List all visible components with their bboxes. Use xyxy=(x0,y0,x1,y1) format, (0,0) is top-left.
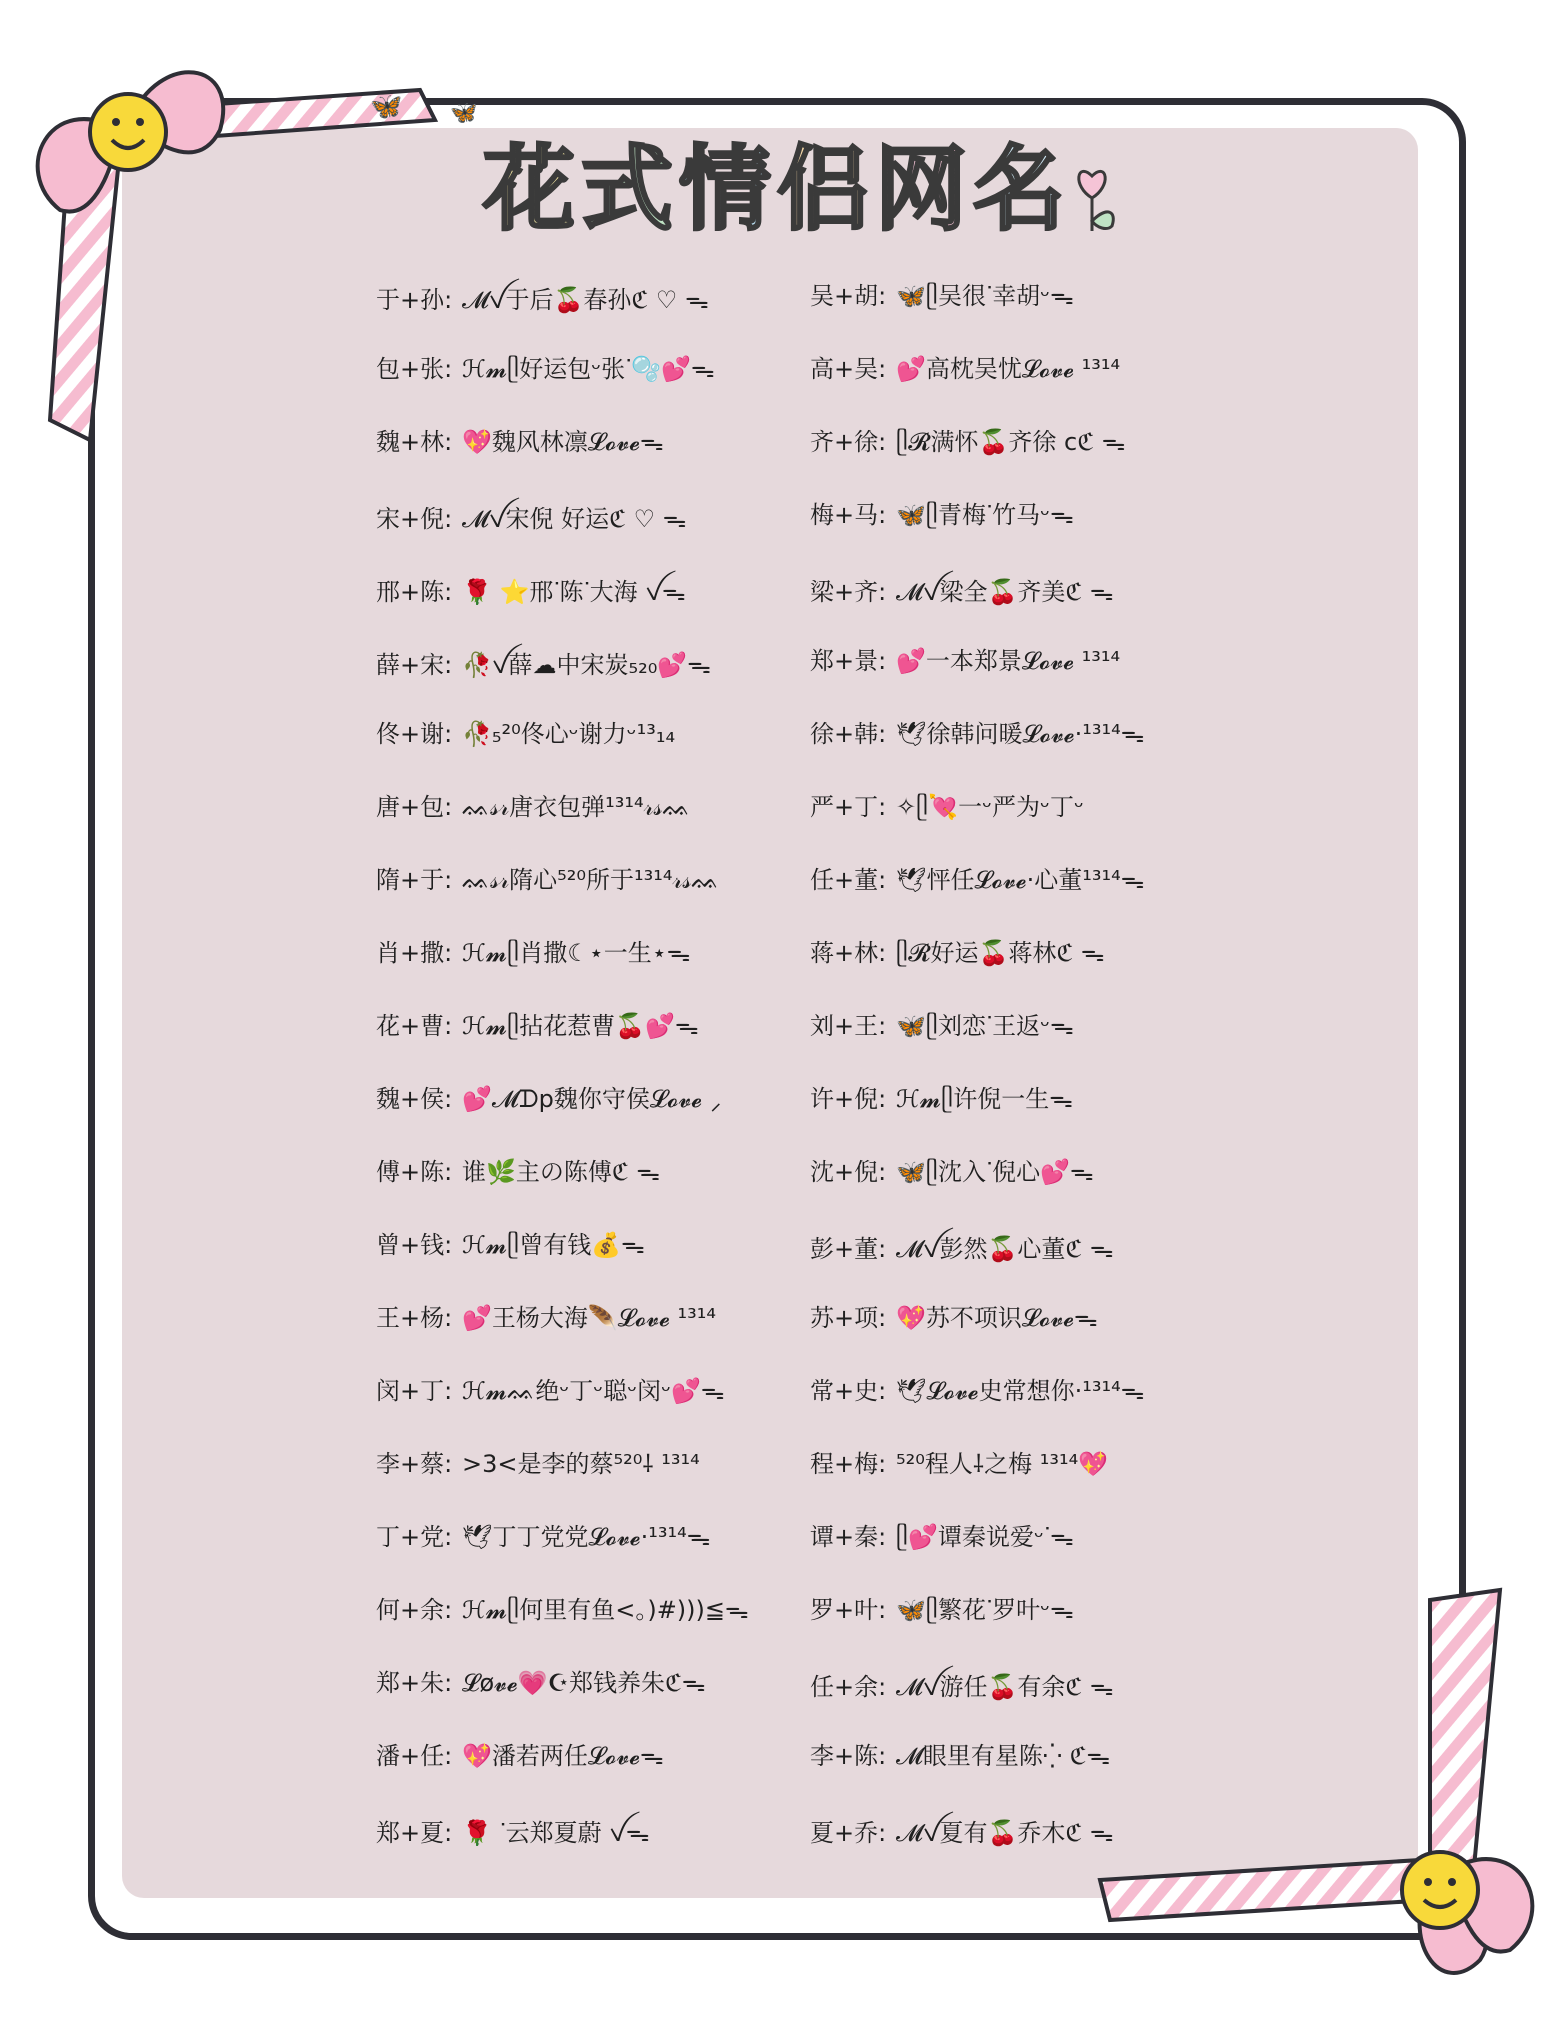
surname-pair-label: 魏+林: xyxy=(376,428,453,456)
surname-pair-label: 佟+谢: xyxy=(376,720,453,748)
surname-pair-label: 于+孙: xyxy=(376,286,453,314)
couple-nickname: 𝓜ꪜ宋倪 好运ℭ ♡ ᯓ xyxy=(462,505,687,533)
name-pair-row xyxy=(376,1371,725,1411)
couple-nickname: 𝓜眼里有星陈⁛ ℭᯓ xyxy=(896,1742,1111,1770)
smiley-icon xyxy=(1402,1852,1478,1928)
name-pair-row xyxy=(810,714,1144,754)
couple-nickname: 谁🌿主の陈傅ℭ ᯓ xyxy=(462,1158,661,1186)
name-pair-row xyxy=(810,1298,1098,1338)
couple-nickname: 𝓛ø𝓿𝓮💗☪郑钱养朱ℭᯓ xyxy=(462,1669,706,1697)
surname-pair-label: 包+张: xyxy=(376,355,453,383)
couple-nickname: 💕王杨大海🪶𝓛𝓸𝓿𝓮 ¹³¹⁴ xyxy=(462,1304,717,1332)
name-pair-row xyxy=(376,1517,710,1557)
surname-pair-label: 齐+徐: xyxy=(810,428,887,456)
surname-pair-label: 任+董: xyxy=(810,866,887,894)
surname-pair-label: 郑+景: xyxy=(810,647,887,675)
couple-nickname: 𝓜ꪜ梁全🍒齐美ℭ ᯓ xyxy=(896,578,1114,606)
svg-text:🦋: 🦋 xyxy=(450,101,478,126)
couple-nickname: ℋ𝓶ᨐ绝ᵕ丁ᵕ聪ᵕ闵ᵕ💕ᯓ xyxy=(462,1377,725,1405)
name-pair-row xyxy=(376,1006,699,1046)
couple-nickname: 🌹 ᐝ云郑夏蔚 ꪜᯓ xyxy=(462,1819,650,1847)
name-pair-row xyxy=(376,1298,716,1338)
couple-nickname: 💖潘若两任𝓛𝓸𝓿𝓮ᯓ xyxy=(462,1742,664,1770)
surname-pair-label: 潘+任: xyxy=(376,1742,453,1770)
surname-pair-label: 隋+于: xyxy=(376,866,453,894)
surname-pair-label: 唐+包: xyxy=(376,793,453,821)
name-pair-row xyxy=(810,1590,1074,1630)
svg-text:🦋: 🦋 xyxy=(370,92,403,122)
couple-nickname: ℋ𝓶ᥫ许倪一生ᯓ xyxy=(896,1085,1073,1113)
name-pair-row xyxy=(810,1736,1110,1776)
couple-nickname: 🦋ᥫ繁花ᐝ罗叶ᵕᯓ xyxy=(896,1596,1074,1624)
name-pair-row xyxy=(810,1225,1114,1265)
surname-pair-label: 李+蔡: xyxy=(376,1450,453,1478)
surname-pair-label: 吴+胡: xyxy=(810,282,887,310)
surname-pair-label: 闵+丁: xyxy=(376,1377,453,1405)
page-title: 花式情侣网名 xyxy=(482,136,1072,243)
name-pair-row xyxy=(376,641,711,681)
name-pair-row xyxy=(810,787,1084,827)
name-pair-row xyxy=(376,276,709,316)
surname-pair-label: 肖+撒: xyxy=(376,939,453,967)
couple-nickname: 𝓜ꪜ夏有🍒乔木ℭ ᯓ xyxy=(896,1819,1114,1847)
surname-pair-label: 何+余: xyxy=(376,1596,453,1624)
name-pair-row xyxy=(376,568,686,608)
couple-nickname: 🕊怦任𝓛𝓸𝓿𝓮·心董¹³¹⁴ᯓ xyxy=(896,866,1145,894)
couple-nickname: 💖魏风林凛𝓛𝓸𝓿𝓮ᯓ xyxy=(462,428,664,456)
name-pair-row xyxy=(376,1736,664,1776)
name-pair-row xyxy=(376,787,691,827)
couple-nickname: ᥫ💕谭秦说爱ᵕᐝᯓ xyxy=(896,1523,1074,1551)
couple-nickname: 🦋ᥫ刘恋ᐝ王返ᵕᯓ xyxy=(896,1012,1074,1040)
couple-nickname: ᨐ𝓈𝓇唐衣包弹¹³¹⁴𝓇𝓈ᨐ xyxy=(462,793,691,821)
surname-pair-label: 李+陈: xyxy=(810,1742,887,1770)
surname-pair-label: 沈+倪: xyxy=(810,1158,887,1186)
name-pair-row xyxy=(810,568,1114,608)
name-pair-row xyxy=(810,1371,1144,1411)
name-pair-row xyxy=(376,714,675,754)
name-pair-row xyxy=(376,1663,706,1703)
surname-pair-label: 丁+党: xyxy=(376,1523,453,1551)
name-pair-row xyxy=(376,422,664,462)
name-pair-row xyxy=(810,1079,1073,1119)
surname-pair-label: 夏+乔: xyxy=(810,1819,887,1847)
surname-pair-label: 徐+韩: xyxy=(810,720,887,748)
surname-pair-label: 郑+朱: xyxy=(376,1669,453,1697)
couple-nickname: 💕高枕吴忧𝓛𝓸𝓿𝓮 ¹³¹⁴ xyxy=(896,355,1121,383)
couple-nickname: >3<是李的蔡⁵²⁰⸸ ¹³¹⁴ xyxy=(462,1450,700,1478)
surname-pair-label: 梅+马: xyxy=(810,501,887,529)
surname-pair-label: 高+吴: xyxy=(810,355,887,383)
couple-nickname: 🕊𝓛𝓸𝓿𝓮史常想你·¹³¹⁴ᯓ xyxy=(896,1377,1145,1405)
couple-nickname: 🥀₅²⁰佟心ᵕ谢力ᵕ¹³₁₄ xyxy=(462,720,676,748)
couple-nickname: 💕一本郑景𝓛𝓸𝓿𝓮 ¹³¹⁴ xyxy=(896,647,1121,675)
name-pair-row xyxy=(376,1225,645,1265)
surname-pair-label: 苏+项: xyxy=(810,1304,887,1332)
surname-pair-label: 刘+王: xyxy=(810,1012,887,1040)
couple-nickname: 🕊徐韩问暖𝓛𝓸𝓿𝓮·¹³¹⁴ᯓ xyxy=(896,720,1145,748)
name-pair-row xyxy=(810,1152,1094,1192)
name-pair-row xyxy=(810,422,1125,462)
surname-pair-label: 许+倪: xyxy=(810,1085,887,1113)
name-pair-row xyxy=(376,1152,660,1192)
name-pair-row xyxy=(810,1809,1114,1849)
surname-pair-label: 王+杨: xyxy=(376,1304,453,1332)
name-pair-row xyxy=(810,1444,1108,1484)
couple-nickname: ᥫ𝓡满怀🍒齐徐 cℭ ᯓ xyxy=(896,428,1126,456)
surname-pair-label: 邢+陈: xyxy=(376,578,453,606)
couple-nickname: 𝓜ꪜ彭然🍒心董ℭ ᯓ xyxy=(896,1235,1114,1263)
surname-pair-label: 花+曹: xyxy=(376,1012,453,1040)
name-pair-row xyxy=(376,1444,700,1484)
surname-pair-label: 常+史: xyxy=(810,1377,887,1405)
couple-nickname: ℋ𝓶ᥫ肖撒☾⋆一生⋆ᯓ xyxy=(462,939,691,967)
surname-pair-label: 薛+宋: xyxy=(376,651,453,679)
name-pair-row xyxy=(810,1517,1074,1557)
name-pair-row xyxy=(810,641,1120,681)
couple-nickname: ⁵²⁰程人⸸之梅 ¹³¹⁴💖 xyxy=(896,1450,1109,1478)
tulip-icon xyxy=(1062,156,1122,236)
name-pair-row xyxy=(810,1663,1114,1703)
couple-nickname: ℋ𝓶ᥫ何里有鱼<。)#)))≦ᯓ xyxy=(462,1596,749,1624)
couple-nickname: ℋ𝓶ᥫ曾有钱💰ᯓ xyxy=(462,1231,645,1259)
couple-nickname: ᥫ𝓡好运🍒蒋林ℭ ᯓ xyxy=(896,939,1105,967)
couple-nickname: 💕𝓜ᗪp魏你守侯𝓛𝓸𝓿𝓮 ⸝ xyxy=(462,1085,722,1113)
name-pair-row xyxy=(810,495,1074,535)
surname-pair-label: 魏+侯: xyxy=(376,1085,453,1113)
couple-nickname: ℋ𝓶ᥫ拈花惹曹🍒💕ᯓ xyxy=(462,1012,699,1040)
name-pair-row xyxy=(810,933,1105,973)
couple-nickname: 🥀ꪜ薛☁中宋炭₅₂₀💕ᯓ xyxy=(462,651,711,679)
couple-nickname: ℋ𝓶ᥫ好运包ᵕ张ᐝ🫧💕ᯓ xyxy=(462,355,715,383)
surname-pair-label: 严+丁: xyxy=(810,793,887,821)
couple-nickname: 🦋ᥫ青梅ᐝ竹马ᵕᯓ xyxy=(896,501,1074,529)
couple-nickname: 🦋ᥫ吴很ᐝ幸胡ᵕᯓ xyxy=(896,282,1074,310)
name-pair-row xyxy=(376,1809,650,1849)
couple-nickname: 🕊丁丁党党𝓛𝓸𝓿𝓮·¹³¹⁴ᯓ xyxy=(462,1523,711,1551)
surname-pair-label: 蒋+林: xyxy=(810,939,887,967)
surname-pair-label: 任+余: xyxy=(810,1673,887,1701)
surname-pair-label: 程+梅: xyxy=(810,1450,887,1478)
name-pair-row xyxy=(376,349,715,389)
couple-nickname: ᨐ𝓈𝓇隋心⁵²⁰所于¹³¹⁴𝓇𝓈ᨐ xyxy=(462,866,720,894)
couple-nickname: 𝓜ꪜ于后🍒春孙ℭ ♡ ᯓ xyxy=(462,286,709,314)
surname-pair-label: 曾+钱: xyxy=(376,1231,453,1259)
surname-pair-label: 宋+倪: xyxy=(376,505,453,533)
surname-pair-label: 谭+秦: xyxy=(810,1523,887,1551)
couple-nickname: 💖苏不项识𝓛𝓸𝓿𝓮ᯓ xyxy=(896,1304,1098,1332)
couple-nickname: ✧ᥫ💘一ᵕ严为ᵕ丁ᵕ xyxy=(896,793,1084,821)
name-pair-row xyxy=(810,1006,1074,1046)
surname-pair-label: 罗+叶: xyxy=(810,1596,887,1624)
name-pair-row xyxy=(376,1079,722,1119)
surname-pair-label: 彭+董: xyxy=(810,1235,887,1263)
name-pair-row xyxy=(810,276,1074,316)
couple-nickname: 🌹 ⭐邢ᐝ陈ᐝ大海 ꪜᯓ xyxy=(462,578,686,606)
couple-nickname: 🦋ᥫ沈入ᐝ倪心💕ᯓ xyxy=(896,1158,1094,1186)
surname-pair-label: 傅+陈: xyxy=(376,1158,453,1186)
name-pair-row xyxy=(376,860,720,900)
ribbon-bow-bottom-right xyxy=(1100,1580,1550,2010)
name-pair-row xyxy=(810,349,1120,389)
name-pair-row xyxy=(376,495,686,535)
name-pair-row xyxy=(810,860,1144,900)
surname-pair-label: 梁+齐: xyxy=(810,578,887,606)
name-pair-row xyxy=(376,1590,749,1630)
name-pair-row xyxy=(376,933,690,973)
surname-pair-label: 郑+夏: xyxy=(376,1819,453,1847)
couple-nickname: 𝓜ꪜ游任🍒有余ℭ ᯓ xyxy=(896,1673,1114,1701)
